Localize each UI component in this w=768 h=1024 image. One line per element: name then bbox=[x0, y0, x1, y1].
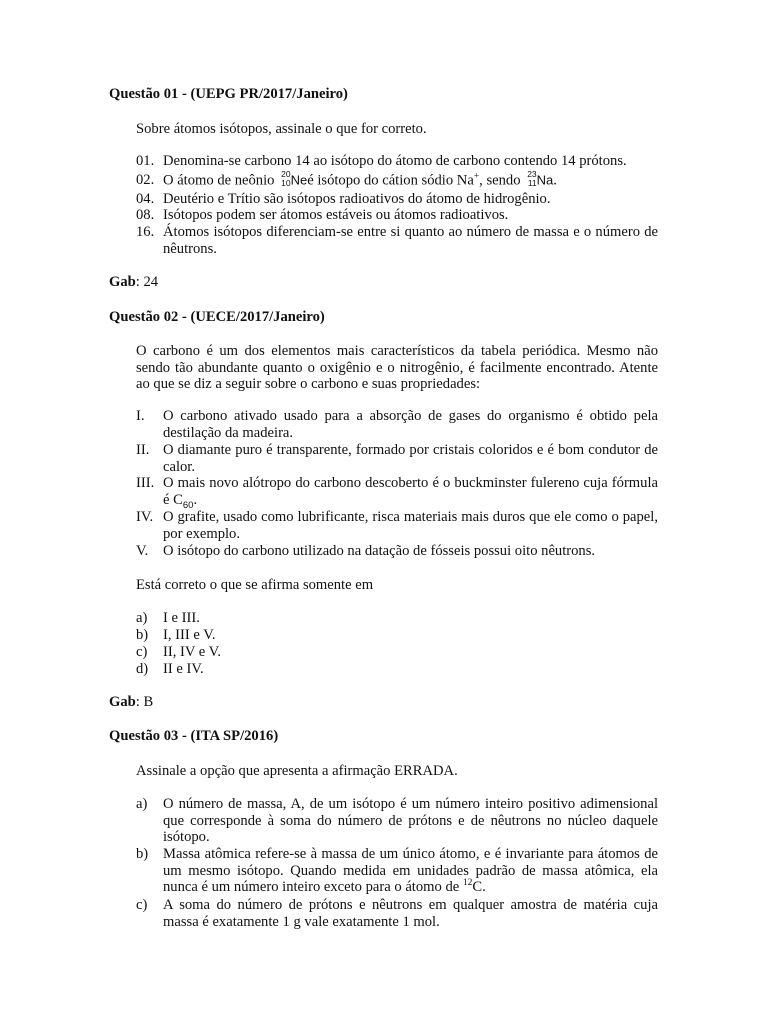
answer-option bbox=[136, 897, 658, 930]
item-text bbox=[163, 169, 658, 189]
option-letter: c) bbox=[136, 897, 148, 913]
option-text: II e IV. bbox=[163, 661, 204, 677]
item-number: IV. bbox=[136, 509, 154, 525]
list-item bbox=[136, 442, 658, 475]
option-letter: a) bbox=[136, 610, 148, 626]
question-prompt: Está correto o que se afirma somente em bbox=[136, 577, 374, 593]
item-text: O isótopo do carbono utilizado na datação de fósseis possui oito nêutrons. bbox=[163, 543, 596, 559]
item-text-part: O átomo de neônio bbox=[163, 172, 275, 189]
item-text bbox=[163, 475, 658, 511]
item-number: III. bbox=[136, 475, 155, 491]
neon-nuclide bbox=[278, 169, 308, 189]
item-text-part: C. bbox=[472, 879, 486, 896]
option-text: II, IV e V. bbox=[163, 644, 221, 660]
answer-option bbox=[136, 796, 658, 846]
item-text-part: . bbox=[553, 172, 557, 189]
answer-key bbox=[109, 694, 153, 711]
answer-key-value: : B bbox=[135, 694, 154, 710]
nuclide-mass: 23 bbox=[527, 169, 537, 179]
item-number: 01. bbox=[136, 153, 155, 169]
item-text-part: O mais novo alótropo do carbono descoberto é o buckminster fulereno cuja fórmula é C bbox=[163, 475, 658, 508]
item-text: Denomina-se carbono 14 ao isótopo do átomo de carbono contendo 14 prótons. bbox=[163, 153, 627, 169]
nuclide-mass: 20 bbox=[281, 169, 291, 179]
question-title: Questão 01 - (UEPG PR/2017/Janeiro) bbox=[109, 86, 348, 102]
item-text-part: é isótopo do cátion sódio Na bbox=[307, 172, 474, 189]
item-text: Deutério e Trítio são isótopos radioativos do átomo de hidrogênio. bbox=[163, 191, 551, 207]
list-item bbox=[136, 408, 658, 441]
item-text: Isótopos podem ser átomos estáveis ou átomos radioativos. bbox=[163, 207, 509, 223]
question-intro: Assinale a opção que apresenta a afirmação ERRADA. bbox=[136, 763, 458, 779]
answer-key-value: : 24 bbox=[135, 274, 159, 290]
option-text: I, III e V. bbox=[163, 627, 216, 643]
item-text: O grafite, usado como lubrificante, risca materiais mais duros que ele como o papel, por exemplo. bbox=[163, 509, 658, 542]
nuclide-symbol: Na bbox=[536, 172, 554, 188]
item-number: 04. bbox=[136, 191, 155, 207]
sodium-nuclide bbox=[524, 169, 554, 189]
answer-key-label: Gab bbox=[109, 274, 136, 290]
answer-option bbox=[136, 610, 658, 627]
item-number: I. bbox=[136, 408, 145, 424]
item-text-part: , sendo bbox=[479, 172, 521, 189]
answer-option bbox=[136, 644, 658, 661]
item-number: 02. bbox=[136, 172, 155, 188]
formula-subscript: 60 bbox=[182, 499, 194, 511]
item-text: Átomos isótopos diferenciam-se entre si quanto ao número de massa e o número de nêutrons. bbox=[163, 224, 658, 257]
list-item bbox=[136, 191, 658, 208]
option-text: I e III. bbox=[163, 610, 200, 626]
answer-option bbox=[136, 846, 658, 896]
nuclide-atomic-number: 10 bbox=[281, 177, 291, 188]
question-title: Questão 03 - (ITA SP/2016) bbox=[109, 728, 279, 744]
list-item bbox=[136, 207, 658, 224]
answer-key bbox=[109, 274, 158, 291]
item-number: 08. bbox=[136, 207, 155, 223]
list-item bbox=[136, 153, 658, 170]
option-text: A soma do número de prótons e nêutrons em qualquer amostra de matéria cuja massa é exatamente 1 g vale exatamente 1 mol. bbox=[163, 897, 658, 930]
question-intro: Sobre átomos isótopos, assinale o que for correto. bbox=[136, 121, 427, 137]
ion-charge: + bbox=[473, 171, 480, 182]
list-item bbox=[136, 169, 658, 189]
option-letter: b) bbox=[136, 846, 149, 862]
option-text bbox=[163, 846, 658, 896]
answer-option bbox=[136, 661, 658, 678]
item-text: O diamante puro é transparente, formado por cristais coloridos e é bom condutor de calor. bbox=[163, 442, 658, 475]
item-text-part: . bbox=[193, 491, 198, 508]
item-text: O carbono ativado usado para a absorção de gases do organismo é obtido pela destilação da madeira. bbox=[163, 408, 658, 441]
item-number: II. bbox=[136, 442, 150, 458]
mass-number-superscript: 12 bbox=[462, 878, 473, 889]
nuclide-symbol: Ne bbox=[290, 172, 308, 188]
list-item bbox=[136, 475, 658, 511]
question-title: Questão 02 - (UECE/2017/Janeiro) bbox=[109, 309, 325, 325]
item-number: 16. bbox=[136, 224, 155, 240]
question-intro: O carbono é um dos elementos mais característicos da tabela periódica. Mesmo não sendo tão abundante quanto o oxigênio e o nitrogênio, é facilmente encontrado. Atente ao que se diz a seguir sobre o carbono e suas propriedades: bbox=[136, 343, 658, 393]
answer-option bbox=[136, 627, 658, 644]
answer-key-label: Gab bbox=[109, 694, 136, 710]
list-item bbox=[136, 224, 658, 257]
option-letter: c) bbox=[136, 644, 148, 660]
nuclide-atomic-number: 11 bbox=[527, 177, 537, 188]
item-text-part: Massa atômica refere-se à massa de um único átomo, e é invariante para átomos de um mesmo isótopo. Quando medida em unidades padrão de massa atômica, ela nunca é um número inteiro exceto para o átomo de bbox=[163, 846, 658, 896]
option-letter: d) bbox=[136, 661, 149, 677]
option-text: O número de massa, A, de um isótopo é um número inteiro positivo adimensional que corresponde à soma do número de prótons e de nêutrons no núcleo daquele isótopo. bbox=[163, 796, 658, 846]
list-item bbox=[136, 543, 658, 560]
list-item bbox=[136, 509, 658, 542]
item-number: V. bbox=[136, 543, 149, 559]
option-letter: a) bbox=[136, 796, 148, 812]
option-letter: b) bbox=[136, 627, 149, 643]
